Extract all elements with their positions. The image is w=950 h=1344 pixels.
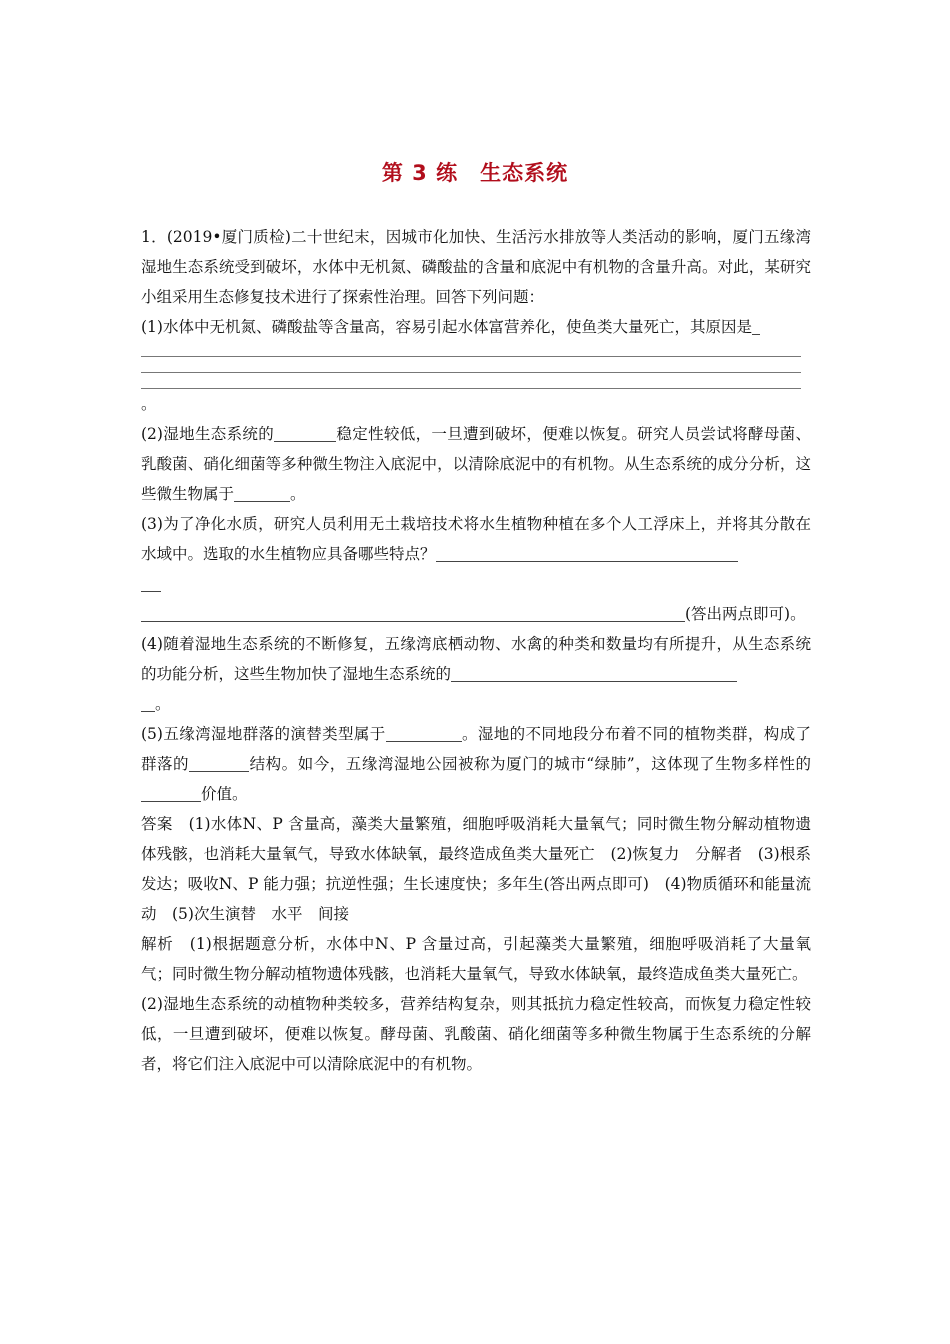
answer-label: 答案 xyxy=(141,815,173,833)
answer-blank[interactable] xyxy=(436,543,738,562)
analysis-part-1: 解析 (1)根据题意分析，水体中N、P 含量过高，引起藻类大量繁殖，细胞呼吸消耗了大量氧气；同时微生物分解动植物遗体残骸，也消耗大量氧气，导致水体缺氧，最终造成鱼类大量死亡。 xyxy=(141,935,811,983)
answer-blank[interactable] xyxy=(274,423,336,442)
page-title: 第 3 练 生态系统 xyxy=(381,161,569,185)
answer-blank[interactable] xyxy=(752,316,760,335)
question-intro: 1．(2019•厦门质检)二十世纪末，因城市化加快、生活污水排放等人类活动的影响，厦门五缘湾湿地生态系统受到破坏，水体中无机氮、磷酸盐的含量和底泥中有机物的含量升高。对此，某研究小组采用生态修复技术进行了探索性治理。回答下列问题： xyxy=(141,228,811,306)
answer-blank[interactable] xyxy=(451,663,737,682)
answer-blank[interactable] xyxy=(141,783,201,802)
answer-line[interactable] xyxy=(141,372,801,373)
answer-section xyxy=(141,809,811,929)
answer-blank[interactable] xyxy=(189,753,249,772)
question-part-1-end: 。 xyxy=(141,395,157,413)
answer-blank[interactable] xyxy=(141,573,161,592)
question-part-1: (1)水体中无机氮、磷酸盐等含量高，容易引起水体富营养化，使鱼类大量死亡，其原因是 xyxy=(141,312,811,342)
answer-blank[interactable] xyxy=(386,723,462,742)
question-part-5: (5)五缘湾湿地群落的演替类型属于 。湿地的不同地段分布着不同的植物类群，构成了群落的 结构。如今，五缘湾湿地公园被称为厦门的城市“绿肺”，这体现了生物多样性的价值。 xyxy=(141,725,811,803)
answer-blank[interactable] xyxy=(234,483,290,502)
answer-line[interactable] xyxy=(141,356,801,357)
analysis-part-2: (2)湿地生态系统的动植物种类较多，营养结构复杂，则其抵抗力稳定性较高，而恢复力稳定性较低，一旦遭到破坏，便难以恢复。酵母菌、乳酸菌、硝化细菌等多种微生物属于生态系统的分解者，将它们注入底泥中可以清除底泥中的有机物。 xyxy=(141,995,811,1073)
answer-blank[interactable] xyxy=(141,603,685,622)
question-body xyxy=(141,222,811,1079)
answer-blank[interactable] xyxy=(141,693,155,712)
answer-text: (1)水体N、P 含量高，藻类大量繁殖，细胞呼吸消耗大量氧气；同时微生物分解动植物遗体残骸，也消耗大量氧气，导致水体缺氧，最终造成鱼类大量死亡 (2)恢复力 分解者 (3)根系发达；吸收N、P 能力强；抗逆性强；生长速度快；多年生(答出两点即可) (4)物质循环和能量流动 (5)次生演替 水平 间接 xyxy=(141,815,811,923)
analysis-label: 解析 xyxy=(141,935,174,953)
question-part-3: (3)为了净化水质，研究人员利用无土栽培技术将水生植物种植在多个人工浮床上，并将其分散在水域中。选取的水生植物应具备哪些特点？ (答出两点即可)。 xyxy=(141,515,811,623)
question-part-4: (4)随着湿地生态系统的不断修复，五缘湾底栖动物、水禽的种类和数量均有所提升，从生态系统的功能分析，这些生物加快了湿地生态系统的 。 xyxy=(141,635,811,713)
question-part-2: (2)湿地生态系统的 稳定性较低，一旦遭到破坏，便难以恢复。研究人员尝试将酵母菌、乳酸菌、硝化细菌等多种微生物注入底泥中，以清除底泥中的有机物。从生态系统的成分分析，这些微生物属于 。 xyxy=(141,425,811,503)
